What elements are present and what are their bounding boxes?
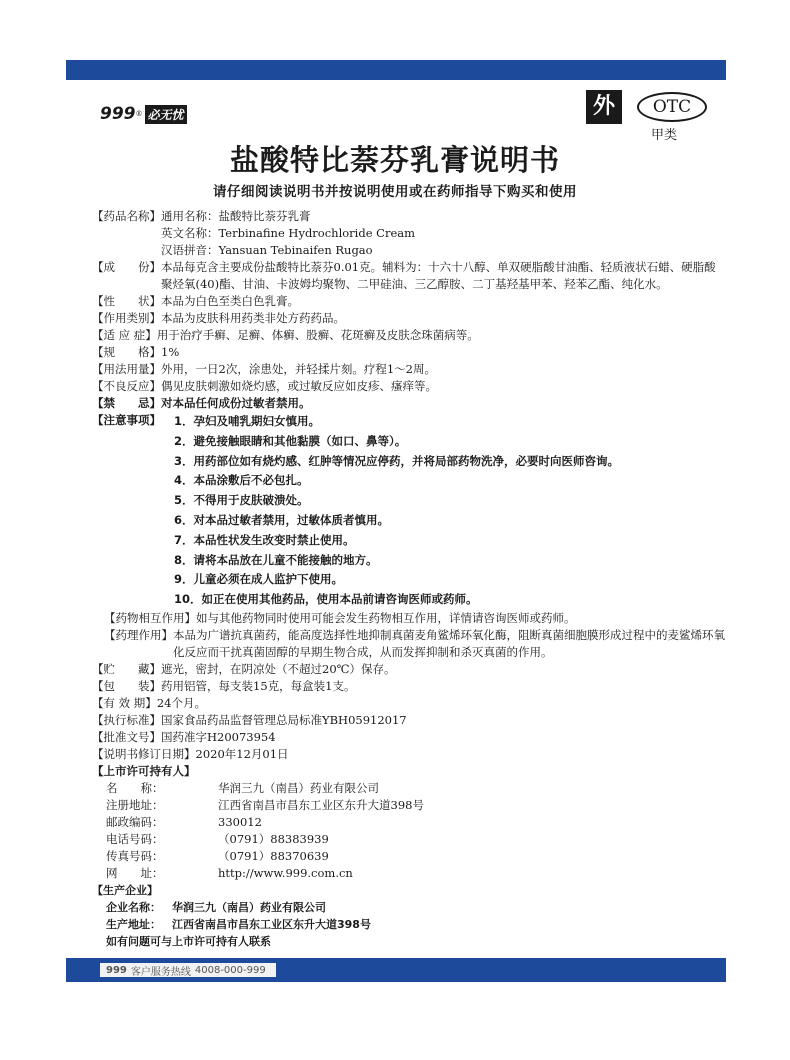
- section-label: 【上市许可持有人】: [92, 763, 196, 778]
- list-item: [106, 899, 726, 916]
- section-text: 药用铝管，每支装15克，每盒装1支。: [161, 678, 356, 693]
- section-appearance: [92, 293, 726, 310]
- field-value: 江西省南昌市昌东工业区东升大道398号: [172, 917, 371, 931]
- list-item: [106, 831, 726, 848]
- section-indication: [92, 327, 726, 344]
- section-text: 1%: [161, 345, 180, 359]
- footer-brand: 999: [106, 964, 127, 976]
- section-text: 国药准字H20073954: [161, 729, 276, 744]
- section-label: 【批准文号】: [92, 729, 161, 744]
- field-label: 传真号码：: [106, 848, 164, 863]
- section-approval: [92, 729, 726, 746]
- section-contraindications: [92, 395, 726, 412]
- field-label: 网 址：: [106, 865, 164, 880]
- list-item: [106, 780, 726, 797]
- section-revision-date: [92, 746, 726, 763]
- generic-name: 通用名称：盐酸特比萘芬乳膏: [161, 209, 311, 223]
- field-value: 华润三九（南昌）药业有限公司: [218, 780, 379, 795]
- section-text: 2020年12月01日: [195, 746, 289, 761]
- list-item: 6．对本品过敏者禁用，过敏体质者慎用。: [174, 512, 389, 527]
- field-label: 名 称：: [106, 780, 164, 795]
- section-label: 【规 格】: [92, 345, 161, 359]
- section-precautions: 【注意事项】 1．孕妇及哺乳期妇女慎用。 2．避免接触眼睛和其他黏膜（如口、鼻等）。 3．用药部位如有烧灼感、红肿等情况应停药，并将局部药物洗净，必要时向医师咨询。 4．本品涂敷后不必包扎。 5．不得用于皮肤破溃处。 6．对本品过敏者禁用，过敏体质者慎用。 7．本品性状发生改变时禁止使用。 8．请将本品放在儿童不能接触的地方。 9．儿童必须在成人监护下使用。 10．如正在使用其他药品，使用本品前请咨询医师或药师。: [92, 412, 726, 610]
- precautions-list: [92, 412, 726, 610]
- list-item: [106, 797, 726, 814]
- field-label: 电话号码：: [106, 831, 164, 846]
- section-text: 本品为广谱抗真菌药，能高度选择性地抑制真菌麦角鲨烯环氧化酶，阻断真菌细胞膜形成过程中的麦鲨烯环氧化反应而干扰真菌固醇的早期生物合成，从而发挥抑制和杀灭真菌的作用。: [173, 627, 725, 659]
- section-label: 【说明书修订日期】: [92, 746, 196, 761]
- section-adverse: [92, 378, 726, 395]
- section-producer: [92, 882, 726, 950]
- section-text: 偶见皮肤刺激如烧灼感，或过敏反应如皮疹、瘙痒等。: [161, 379, 437, 393]
- section-text: 用于治疗手癣、足癣、体癣、股癣、花斑癣及皮肤念珠菌病等。: [156, 328, 479, 342]
- section-label: 【贮 藏】: [92, 661, 161, 676]
- leaflet-body: [92, 208, 726, 950]
- otc-category: 甲类: [651, 128, 678, 143]
- section-interaction: [92, 610, 726, 627]
- list-item: 10．如正在使用其他药品，使用本品前请咨询医师或药师。: [174, 592, 478, 607]
- section-category: [92, 310, 726, 327]
- section-text: 本品每克含主要成份盐酸特比萘芬0.01克。辅料为：十六十八醇、单双硬脂酸甘油酯、轻质液状石蜡、硬脂酸聚烃氧(40)酯、甘油、卡波姆均聚物、二甲硅油、三乙醇胺、二丁基羟基甲苯、羟苯乙酯、纯化水。: [161, 260, 716, 291]
- section-label: 【成 份】: [92, 260, 161, 274]
- section-usage: [92, 361, 726, 378]
- list-item: 4．本品涂敷后不必包扎。: [174, 473, 309, 488]
- website-link: http://www.999.com.cn: [218, 865, 353, 880]
- section-text: 国家食品药品监督管理总局标准YBH05912017: [161, 712, 407, 727]
- section-label: 【执行标准】: [92, 712, 161, 727]
- field-label: 注册地址：: [106, 797, 164, 812]
- list-item: 9．儿童必须在成人监护下使用。: [174, 572, 343, 587]
- field-label: 邮政编码：: [106, 814, 164, 829]
- field-label: 企业名称：: [106, 900, 161, 914]
- contact-note: 如有问题可与上市许可持有人联系: [106, 934, 271, 948]
- hotline-strip: [100, 963, 276, 977]
- section-label: 【性 状】: [92, 294, 161, 308]
- section-label: 【药理作用】: [104, 627, 173, 642]
- section-spec: [92, 344, 726, 361]
- list-item: [106, 848, 726, 865]
- section-composition: [92, 259, 726, 293]
- logo-number: 999: [100, 104, 136, 124]
- section-text: 本品为皮肤科用药类非处方药药品。: [161, 311, 345, 325]
- brand-logo: [100, 104, 187, 124]
- section-text: 对本品任何成份过敏者禁用。: [161, 396, 311, 410]
- section-package: [92, 678, 726, 695]
- english-name: 英文名称：Terbinafine Hydrochloride Cream: [161, 226, 416, 240]
- section-label: 【药物相互作用】: [104, 610, 196, 625]
- external-use-badge: 外: [586, 90, 622, 124]
- section-text: 外用，一日2次，涂患处，并轻揉片刻。疗程1～2周。: [161, 362, 436, 376]
- section-drug-name: [92, 208, 726, 259]
- list-item: 8．请将本品放在儿童不能接触的地方。: [174, 552, 378, 567]
- section-label: 【生产企业】: [92, 883, 158, 897]
- section-validity: [92, 695, 726, 712]
- section-storage: [92, 661, 726, 678]
- field-value: （0791）88370639: [218, 848, 329, 863]
- section-license-holder: [92, 763, 726, 882]
- list-item: 2．避免接触眼睛和其他黏膜（如口、鼻等）。: [174, 433, 407, 448]
- list-item: [106, 865, 726, 882]
- section-standard: [92, 712, 726, 729]
- section-label: 【用法用量】: [92, 362, 161, 376]
- list-item: [106, 916, 726, 933]
- section-label: 【不良反应】: [92, 379, 161, 393]
- document-subtitle: 请仔细阅读说明书并按说明使用或在药师指导下购买和使用: [213, 184, 577, 200]
- section-text: 24个月。: [156, 695, 206, 710]
- section-text: 如与其他药物同时使用可能会发生药物相互作用，详情请咨询医师或药师。: [196, 610, 576, 625]
- section-label: 【适 应 症】: [92, 328, 157, 342]
- section-label: 【作用类别】: [92, 311, 161, 325]
- field-label: 生产地址：: [106, 917, 161, 931]
- list-item: 3．用药部位如有烧灼感、红肿等情况应停药，并将局部药物洗净，必要时向医师咨询。: [174, 453, 619, 468]
- field-value: 江西省南昌市昌东工业区东升大道398号: [218, 797, 424, 812]
- document-title: 盐酸特比萘芬乳膏说明书: [229, 143, 560, 177]
- field-value: （0791）88383939: [218, 831, 329, 846]
- list-item: 1．孕妇及哺乳期妇女慎用。: [174, 414, 321, 428]
- top-blue-band: [66, 60, 726, 80]
- section-label: 【药品名称】: [92, 209, 161, 223]
- bottom-blue-band: [66, 958, 726, 982]
- field-value: 华润三九（南昌）药业有限公司: [172, 900, 326, 914]
- section-label: 【有 效 期】: [92, 695, 157, 710]
- section-text: 本品为白色至类白色乳膏。: [161, 294, 299, 308]
- section-pharmacology: [92, 627, 726, 661]
- section-label: 【包 装】: [92, 678, 161, 693]
- logo-registered-mark: ®: [135, 110, 143, 118]
- list-item: 7．本品性状发生改变时禁止使用。: [174, 532, 355, 547]
- otc-badge: OTC: [637, 92, 707, 122]
- logo-brand-name: 必无忧: [145, 105, 187, 124]
- section-label: 【禁 忌】: [92, 396, 161, 410]
- hotline-label: 客户服务热线: [130, 966, 191, 978]
- list-item: 5．不得用于皮肤破溃处。: [174, 493, 309, 508]
- hotline-number: 4008-000-999: [194, 964, 266, 976]
- list-item: [106, 814, 726, 831]
- field-value: 330012: [218, 814, 262, 829]
- section-text: 遮光，密封，在阴凉处（不超过20℃）保存。: [161, 661, 396, 676]
- pinyin-name: 汉语拼音：Yansuan Tebinaifen Rugao: [161, 243, 373, 257]
